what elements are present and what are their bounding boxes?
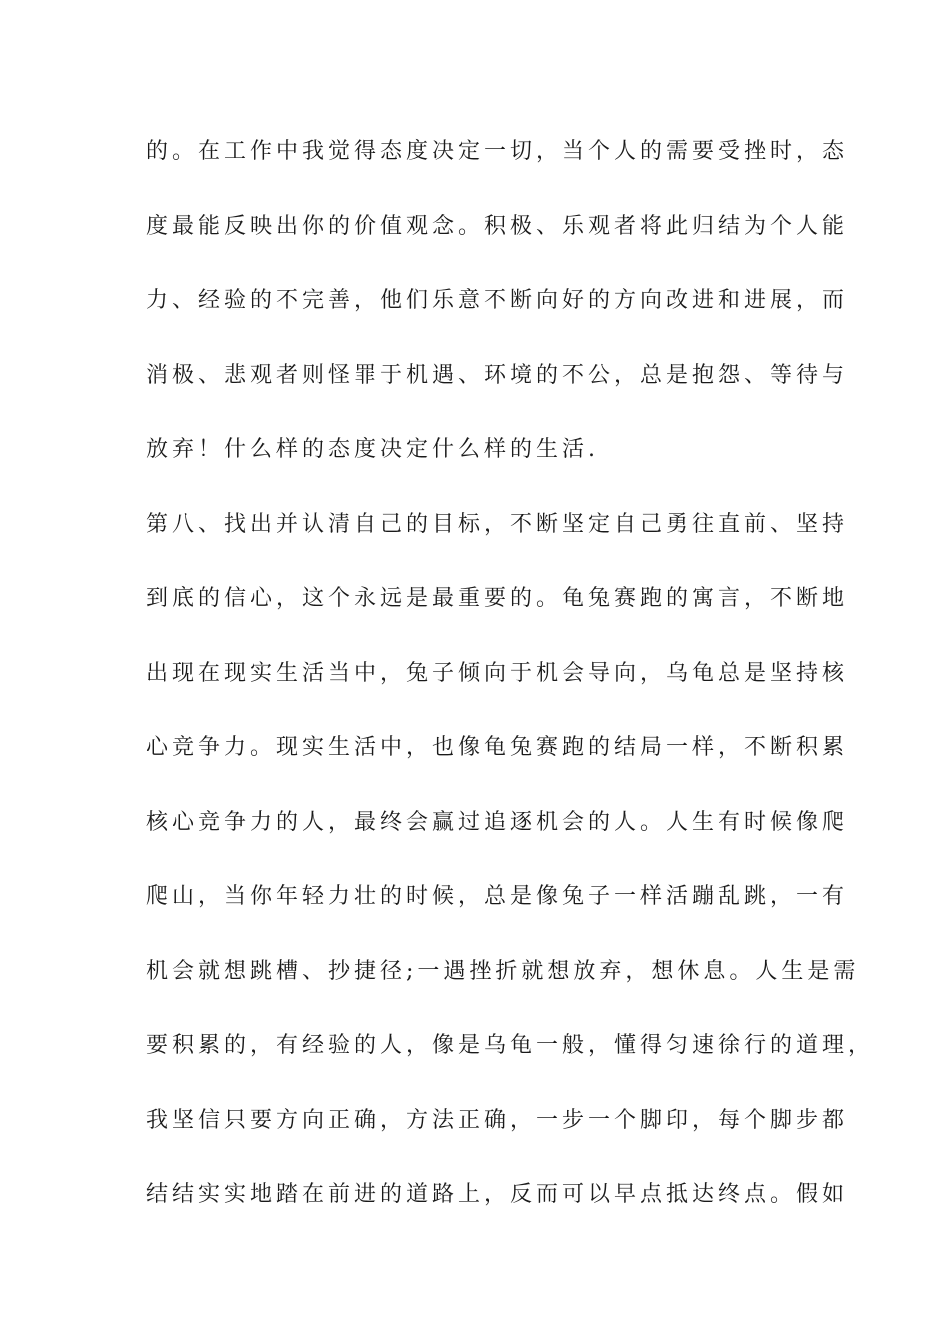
text-line: 我坚信只要方向正确，方法正确，一步一个脚印，每个脚步都 [146, 1107, 849, 1133]
text-line: 到底的信心，这个永远是最重要的。龟兔赛跑的寓言，不断地 [146, 586, 849, 611]
text-line: 结结实实地踏在前进的道路上，反而可以早点抵达终点。假如 [146, 1182, 849, 1207]
text-line: 消极、悲观者则怪罪于机遇、环境的不公，总是抱怨、等待与 [146, 362, 849, 388]
text-line: 放弃！什么样的态度决定什么样的生活. [146, 437, 599, 462]
text-line: 机会就想跳槽、抄捷径;一遇挫折就想放弃，想休息。人生是需 [146, 958, 860, 984]
text-line: 第八、找出并认清自己的目标，不断坚定自己勇往直前、坚持 [146, 511, 849, 537]
body-text [146, 128, 875, 1246]
text-line: 出现在现实生活当中，兔子倾向于机会导向，乌龟总是坚持核 [146, 660, 849, 686]
text-line: 心竞争力。现实生活中，也像龟兔赛跑的结局一样，不断积累 [146, 735, 849, 760]
text-line: 力、经验的不完善，他们乐意不断向好的方向改进和进展，而 [146, 288, 849, 313]
text-line: 爬山，当你年轻力壮的时候，总是像兔子一样活蹦乱跳，一有 [146, 884, 849, 909]
text-line: 的。在工作中我觉得态度决定一切，当个人的需要受挫时，态 [146, 139, 849, 164]
text-line: 要积累的，有经验的人，像是乌龟一般，懂得匀速徐行的道理， [146, 1033, 875, 1058]
text-line: 核心竞争力的人，最终会赢过追逐机会的人。人生有时候像爬 [146, 809, 849, 835]
text-line: 度最能反映出你的价值观念。积极、乐观者将此归结为个人能 [146, 213, 849, 239]
